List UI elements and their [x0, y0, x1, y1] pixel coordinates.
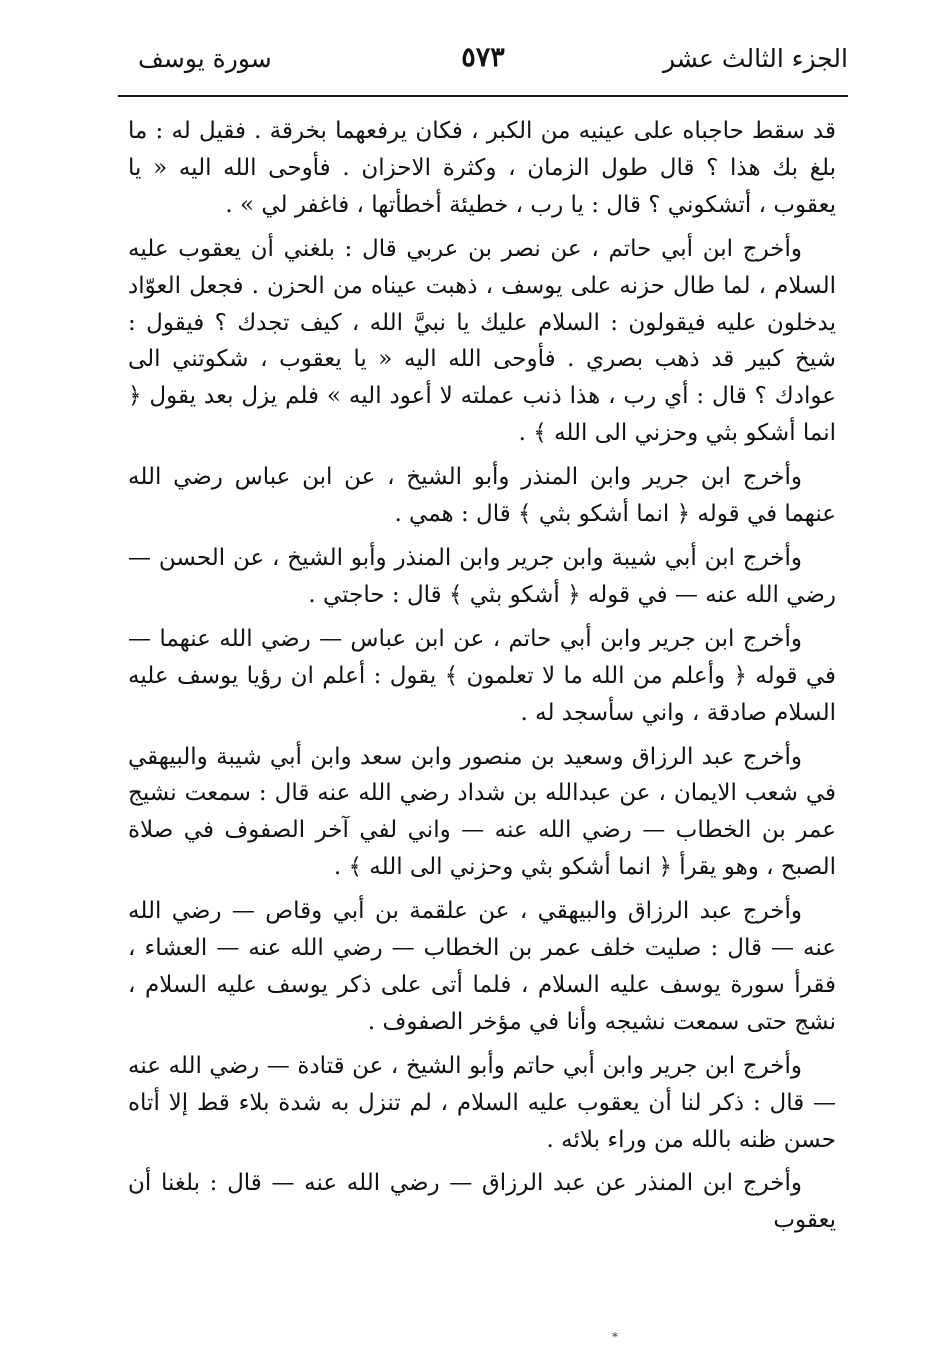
- header-surah: سورة يوسف: [138, 44, 272, 73]
- paragraph: وأخرج ابن أبي حاتم ، عن نصر بن عربي قال : بلغني أن يعقوب عليه السلام ، لما طال حزنه على يوسف ، ذهبت عيناه من الحزن . فجعل العوّاد يدخلون عليه فيقولون : السلام عليك يا نبيَّ الله ، كيف تجدك ؟ فيقول : شيخ كبير قد ذهب بصري . فأوحى الله اليه « يا يعقوب ، شكوتني الى عوادك ؟ قال : أي رب ، هذا ذنب عملته لا أعود اليه » فلم يزل بعد يقول ﴿ انما أشكو بثي وحزني الى الله ﴾ .: [128, 235, 836, 447]
- header-part: الجزء الثالث عشر: [662, 44, 848, 73]
- paragraph: وأخرج ابن جرير وابن أبي حاتم ، عن ابن عباس — رضي الله عنهما — في قوله ﴿ وأعلم من الله ما لا تعلمون ﴾ يقول : أعلم ان رؤيا يوسف عليه السلام صادقة ، واني سأسجد له .: [128, 625, 836, 726]
- paragraph: وأخرج ابن جرير وابن أبي حاتم وأبو الشيخ ، عن قتادة — رضي الله عنه — قال : ذكر لنا أن يعقوب عليه السلام ، لم تنزل به شدة بلاء قط إلا أتاه حسن ظنه بالله من وراء بلائه .: [128, 1052, 836, 1153]
- paragraph: وأخرج ابن أبي شيبة وابن جرير وابن المنذر وأبو الشيخ ، عن الحسن — رضي الله عنه — في قوله ﴿ أشكو بثي ﴾ قال : حاجتي .: [128, 544, 836, 608]
- paragraph: وأخرج ابن المنذر عن عبد الرزاق — رضي الله عنه — قال : بلغنا أن يعقوب: [128, 1170, 836, 1234]
- paragraph: وأخرج عبد الرزاق وسعيد بن منصور وابن سعد وابن أبي شيبة والبيهقي في شعب الايمان ، عن عبدالله بن شداد رضي الله عنه قال : سمعت نشيج عمر بن الخطاب — رضي الله عنه — واني لفي آخر الصفوف في صلاة الصبح ، وهو يقرأ ﴿ انما أشكو بثي وحزني الى الله ﴾ .: [128, 743, 836, 881]
- paragraph: قد سقط حاجباه على عينيه من الكبر ، فكان يرفعهما بخرقة . فقيل له : ما بلغ بك هذا ؟ قال طول الزمان ، وكثرة الاحزان . فأوحى الله اليه « يا يعقوب ، أتشكوني ؟ قال : يا رب ، خطيئة أخطأتها ، فاغفر لي » .: [128, 118, 836, 218]
- header-rule: [118, 95, 848, 97]
- page-number: ٥٧٣: [461, 42, 505, 73]
- print-mark: *: [612, 1330, 618, 1344]
- body-text: [128, 113, 836, 1246]
- paragraph: وأخرج عبد الرزاق والبيهقي ، عن علقمة بن أبي وقاص — رضي الله عنه — قال : صليت خلف عمر بن الخطاب — رضي الله عنه — العشاء ، فقرأ سورة يوسف عليه السلام ، فلما أتى على ذكر يوسف عليه السلام ، نشج حتى سمعت نشيجه وأنا في مؤخر الصفوف .: [128, 898, 836, 1035]
- paragraph: وأخرج ابن جرير وابن المنذر وأبو الشيخ ، عن ابن عباس رضي الله عنهما في قوله ﴿ انما أشكو بثي ﴾ قال : همي .: [128, 464, 836, 528]
- page-header: [118, 38, 848, 88]
